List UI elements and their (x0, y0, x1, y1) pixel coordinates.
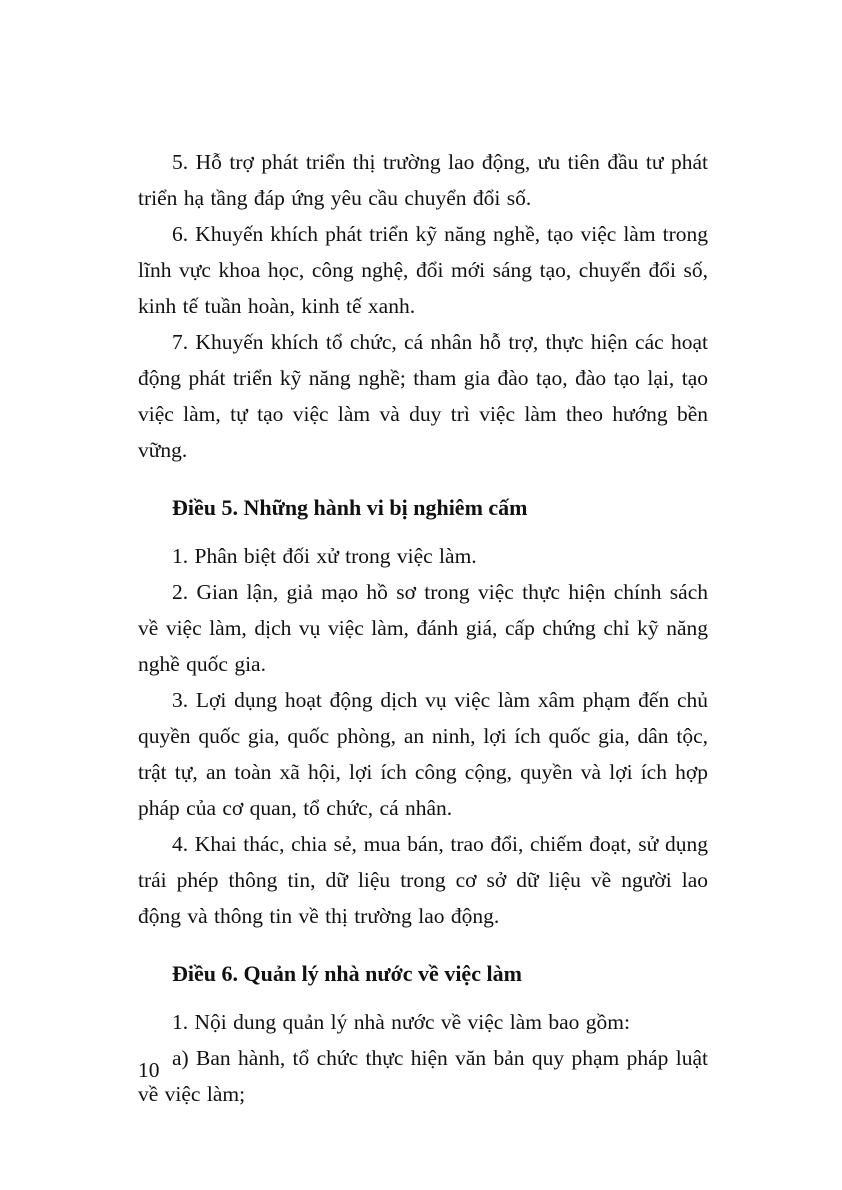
page-number: 10 (138, 1058, 160, 1082)
paragraph-item-5: 5. Hỗ trợ phát triển thị trường lao động, ưu tiên đầu tư phát triển hạ tầng đáp ứng yêu cầu chuyển đổi số. (138, 150, 708, 210)
paragraph-item-6: 6. Khuyến khích phát triển kỹ năng nghề, tạo việc làm trong lĩnh vực khoa học, công nghệ, đổi mới sáng tạo, chuyển đổi số, kinh tế tuần hoàn, kinh tế xanh. (138, 222, 708, 318)
paragraph-clause-2: 2. Gian lận, giả mạo hồ sơ trong việc thực hiện chính sách về việc làm, dịch vụ việc làm, đánh giá, cấp chứng chỉ kỹ năng nghề quốc gia. (138, 580, 708, 676)
text-block (138, 144, 708, 1112)
paragraph-point-a: a) Ban hành, tổ chức thực hiện văn bản quy phạm pháp luật về việc làm; (138, 1046, 708, 1106)
section-heading-dieu-5: Điều 5. Những hành vi bị nghiêm cấm (172, 495, 528, 520)
paragraph-clause-1b: 1. Nội dung quản lý nhà nước về việc làm bao gồm: (172, 1010, 630, 1034)
paragraph-item-7: 7. Khuyến khích tổ chức, cá nhân hỗ trợ, thực hiện các hoạt động phát triển kỹ năng nghề; tham gia đào tạo, đào tạo lại, tạo việc làm, tự tạo việc làm và duy trì việc làm theo hướng bền vững. (138, 330, 708, 462)
paragraph-clause-4: 4. Khai thác, chia sẻ, mua bán, trao đổi, chiếm đoạt, sử dụng trái phép thông tin, dữ liệu trong cơ sở dữ liệu về người lao động và thông tin về thị trường lao động. (138, 832, 708, 928)
paragraph-clause-3: 3. Lợi dụng hoạt động dịch vụ việc làm xâm phạm đến chủ quyền quốc gia, quốc phòng, an ninh, lợi ích quốc gia, dân tộc, trật tự, an toàn xã hội, lợi ích công cộng, quyền và lợi ích hợp pháp của cơ quan, tổ chức, cá nhân. (138, 688, 708, 820)
section-heading-dieu-6: Điều 6. Quản lý nhà nước về việc làm (172, 961, 522, 986)
paragraph-clause-1: 1. Phân biệt đối xử trong việc làm. (172, 544, 477, 568)
